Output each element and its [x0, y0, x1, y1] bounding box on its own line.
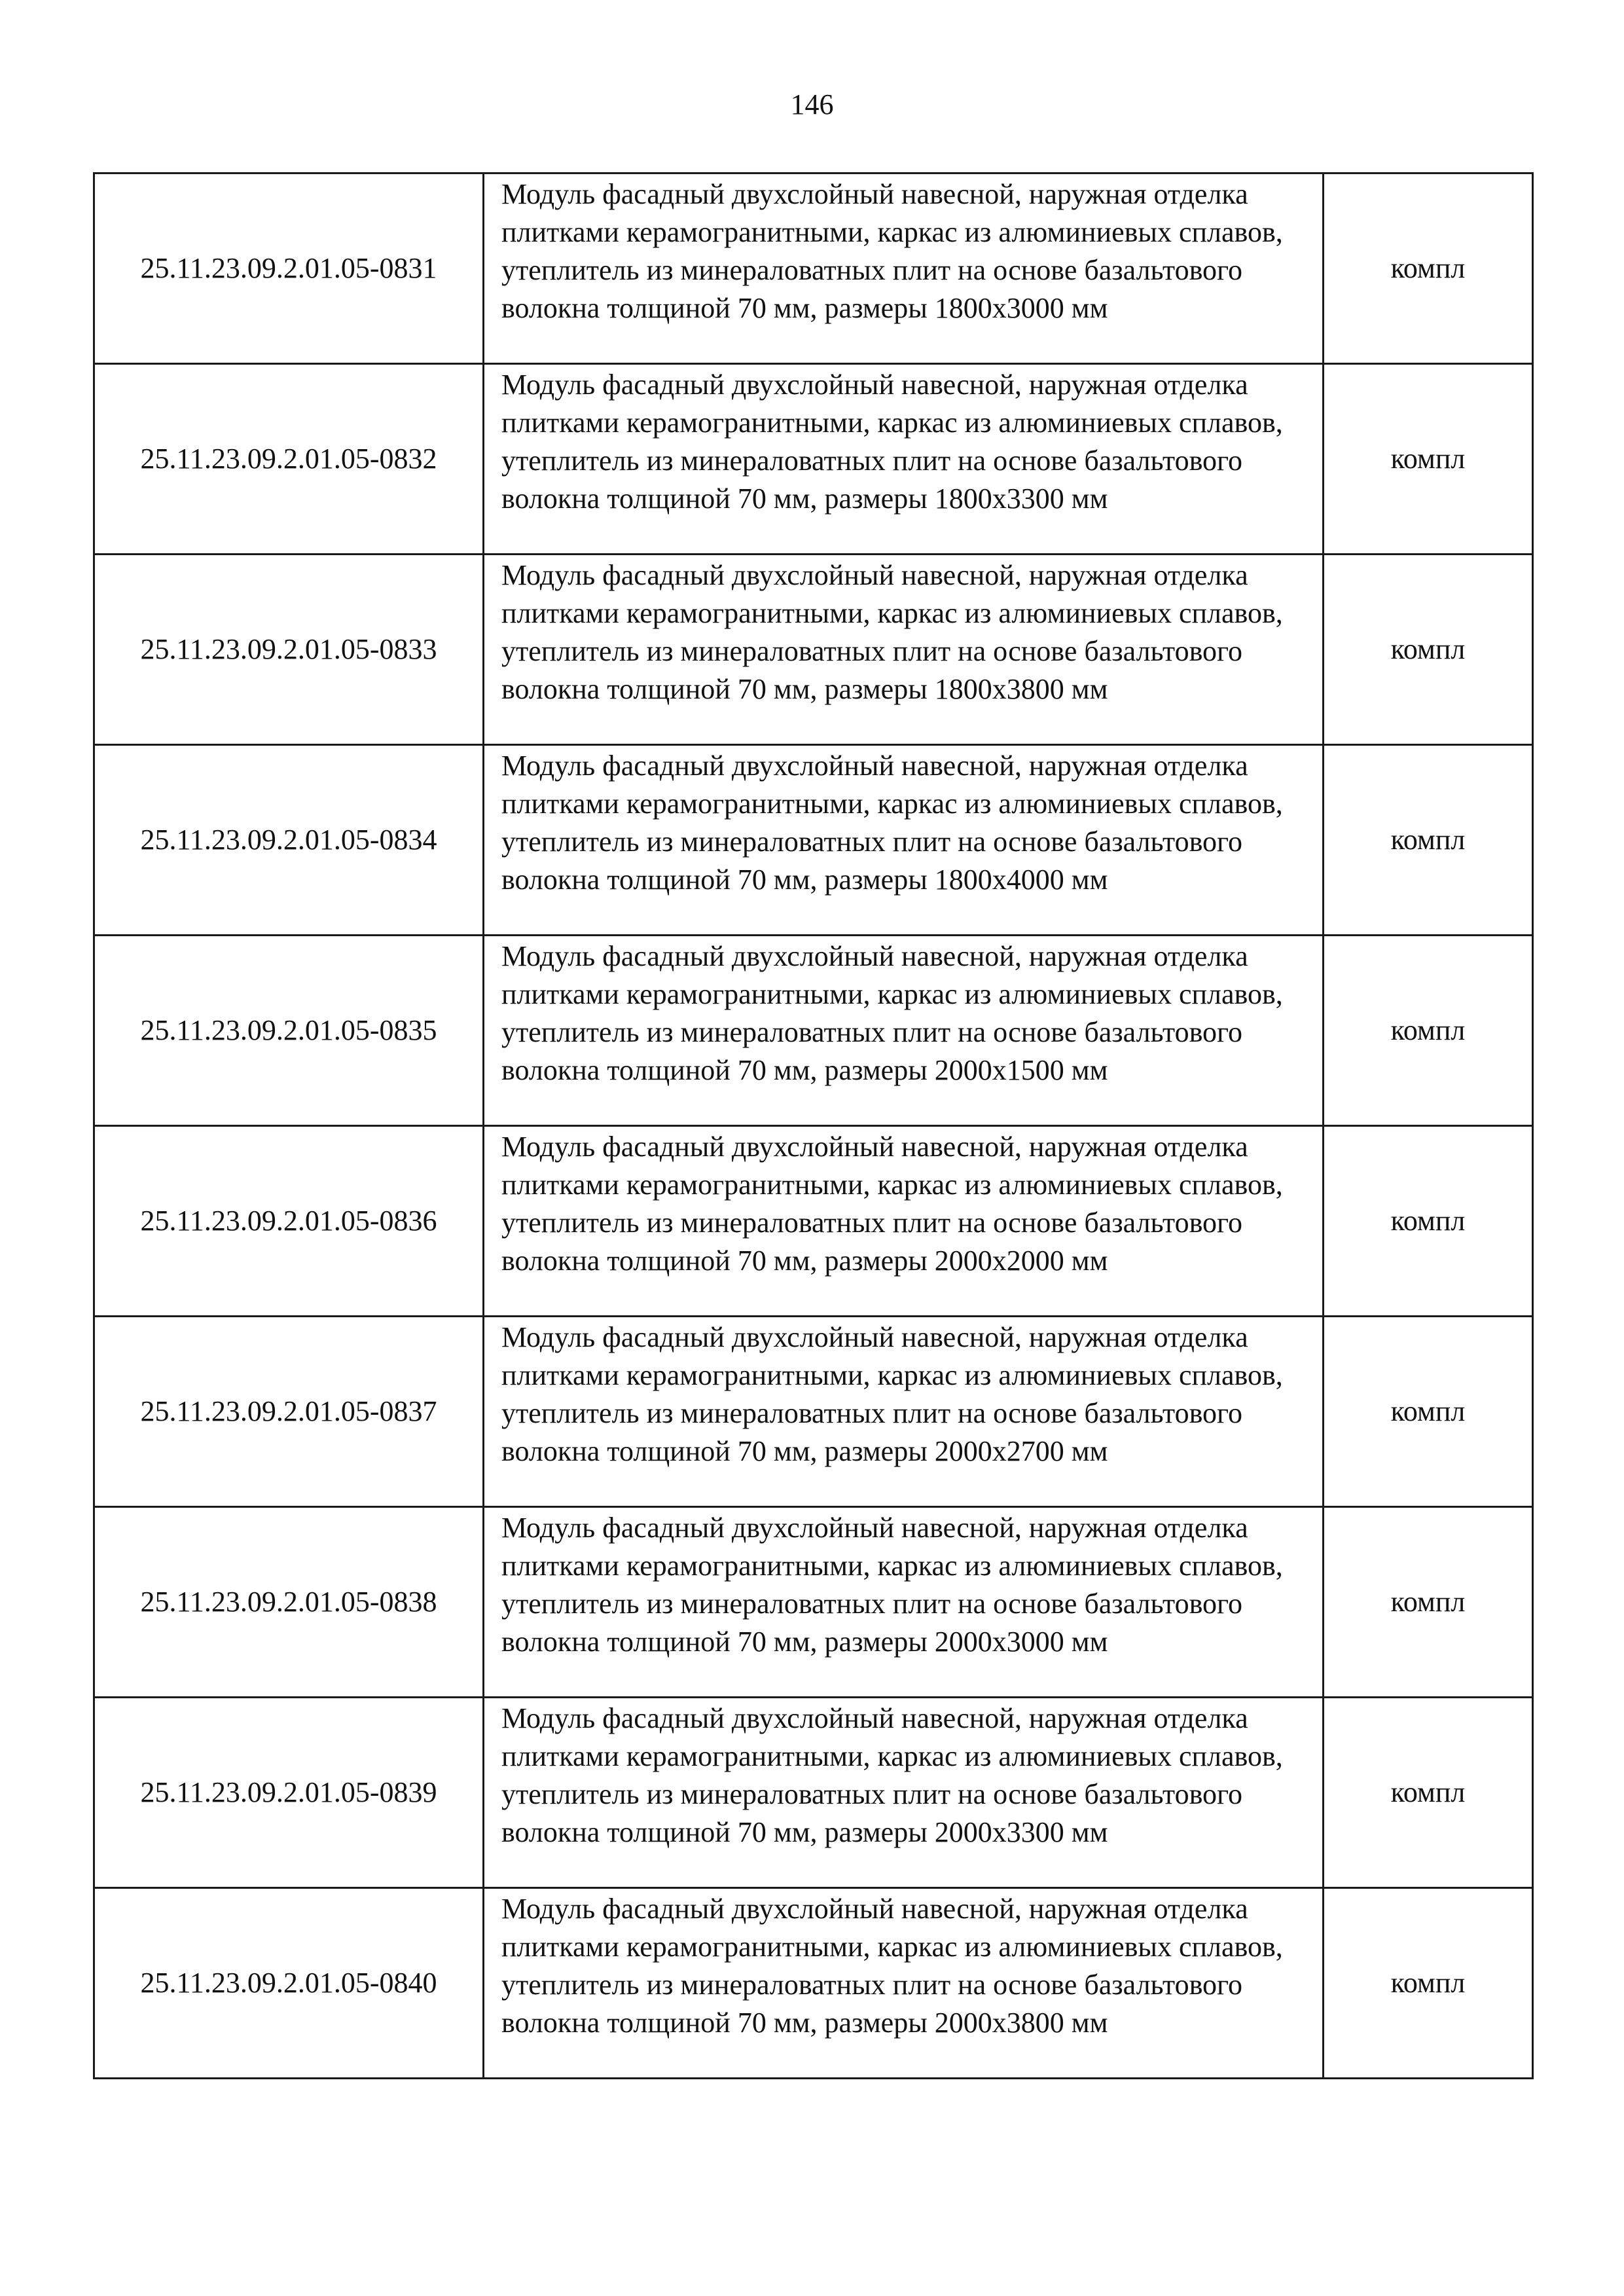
table-row: [94, 936, 1533, 1126]
unit-cell: компл: [1324, 1507, 1533, 1698]
resource-description-cell: Модуль фасадный двухслойный навесной, наружная отделка плитками керамогранитными, каркас из алюминиевых сплавов, утеплитель из минераловатных плит на основе базальтового волокна толщиной 70 мм, размеры 1800х3300 мм: [484, 364, 1324, 555]
resource-description-cell: Модуль фасадный двухслойный навесной, наружная отделка плитками керамогранитными, каркас из алюминиевых сплавов, утеплитель из минераловатных плит на основе базальтового волокна толщиной 70 мм, размеры 2000х3300 мм: [484, 1698, 1324, 1888]
resource-code-cell: 25.11.23.09.2.01.05-0835: [94, 936, 484, 1126]
unit-cell: компл: [1324, 1698, 1533, 1888]
unit-cell: компл: [1324, 364, 1533, 555]
unit-cell: компл: [1324, 1888, 1533, 2079]
unit-cell: компл: [1324, 745, 1533, 936]
resource-description-cell: Модуль фасадный двухслойный навесной, наружная отделка плитками керамогранитными, каркас из алюминиевых сплавов, утеплитель из минераловатных плит на основе базальтового волокна толщиной 70 мм, размеры 2000х3000 мм: [484, 1507, 1324, 1698]
resource-code-cell: 25.11.23.09.2.01.05-0836: [94, 1126, 484, 1317]
table-row: [94, 1126, 1533, 1317]
unit-cell: компл: [1324, 555, 1533, 745]
resource-catalog-table: [93, 172, 1534, 2079]
page-number: 146: [790, 88, 834, 120]
resource-code-cell: 25.11.23.09.2.01.05-0832: [94, 364, 484, 555]
resource-description-cell: Модуль фасадный двухслойный навесной, наружная отделка плитками керамогранитными, каркас из алюминиевых сплавов, утеплитель из минераловатных плит на основе базальтового волокна толщиной 70 мм, размеры 1800х3000 мм: [484, 173, 1324, 364]
resource-description-cell: Модуль фасадный двухслойный навесной, наружная отделка плитками керамогранитными, каркас из алюминиевых сплавов, утеплитель из минераловатных плит на основе базальтового волокна толщиной 70 мм, размеры 2000х1500 мм: [484, 936, 1324, 1126]
resource-description-cell: Модуль фасадный двухслойный навесной, наружная отделка плитками керамогранитными, каркас из алюминиевых сплавов, утеплитель из минераловатных плит на основе базальтового волокна толщиной 70 мм, размеры 1800х3800 мм: [484, 555, 1324, 745]
table-row: [94, 745, 1533, 936]
table-row: [94, 173, 1533, 364]
table-row: [94, 1698, 1533, 1888]
unit-cell: компл: [1324, 1126, 1533, 1317]
resource-description-cell: Модуль фасадный двухслойный навесной, наружная отделка плитками керамогранитными, каркас из алюминиевых сплавов, утеплитель из минераловатных плит на основе базальтового волокна толщиной 70 мм, размеры 2000х2700 мм: [484, 1317, 1324, 1507]
resource-description-cell: Модуль фасадный двухслойный навесной, наружная отделка плитками керамогранитными, каркас из алюминиевых сплавов, утеплитель из минераловатных плит на основе базальтового волокна толщиной 70 мм, размеры 2000х2000 мм: [484, 1126, 1324, 1317]
unit-cell: компл: [1324, 936, 1533, 1126]
table-row: [94, 555, 1533, 745]
resource-code-cell: 25.11.23.09.2.01.05-0837: [94, 1317, 484, 1507]
table-row: [94, 1507, 1533, 1698]
table-row: [94, 1888, 1533, 2079]
resource-code-cell: 25.11.23.09.2.01.05-0840: [94, 1888, 484, 2079]
unit-cell: компл: [1324, 1317, 1533, 1507]
resource-description-cell: Модуль фасадный двухслойный навесной, наружная отделка плитками керамогранитными, каркас из алюминиевых сплавов, утеплитель из минераловатных плит на основе базальтового волокна толщиной 70 мм, размеры 2000х3800 мм: [484, 1888, 1324, 2079]
resource-code-cell: 25.11.23.09.2.01.05-0839: [94, 1698, 484, 1888]
resource-code-cell: 25.11.23.09.2.01.05-0831: [94, 173, 484, 364]
resource-code-cell: 25.11.23.09.2.01.05-0834: [94, 745, 484, 936]
unit-cell: компл: [1324, 173, 1533, 364]
resource-description-cell: Модуль фасадный двухслойный навесной, наружная отделка плитками керамогранитными, каркас из алюминиевых сплавов, утеплитель из минераловатных плит на основе базальтового волокна толщиной 70 мм, размеры 1800х4000 мм: [484, 745, 1324, 936]
table-row: [94, 1317, 1533, 1507]
table-row: [94, 364, 1533, 555]
resource-code-cell: 25.11.23.09.2.01.05-0838: [94, 1507, 484, 1698]
resource-code-cell: 25.11.23.09.2.01.05-0833: [94, 555, 484, 745]
